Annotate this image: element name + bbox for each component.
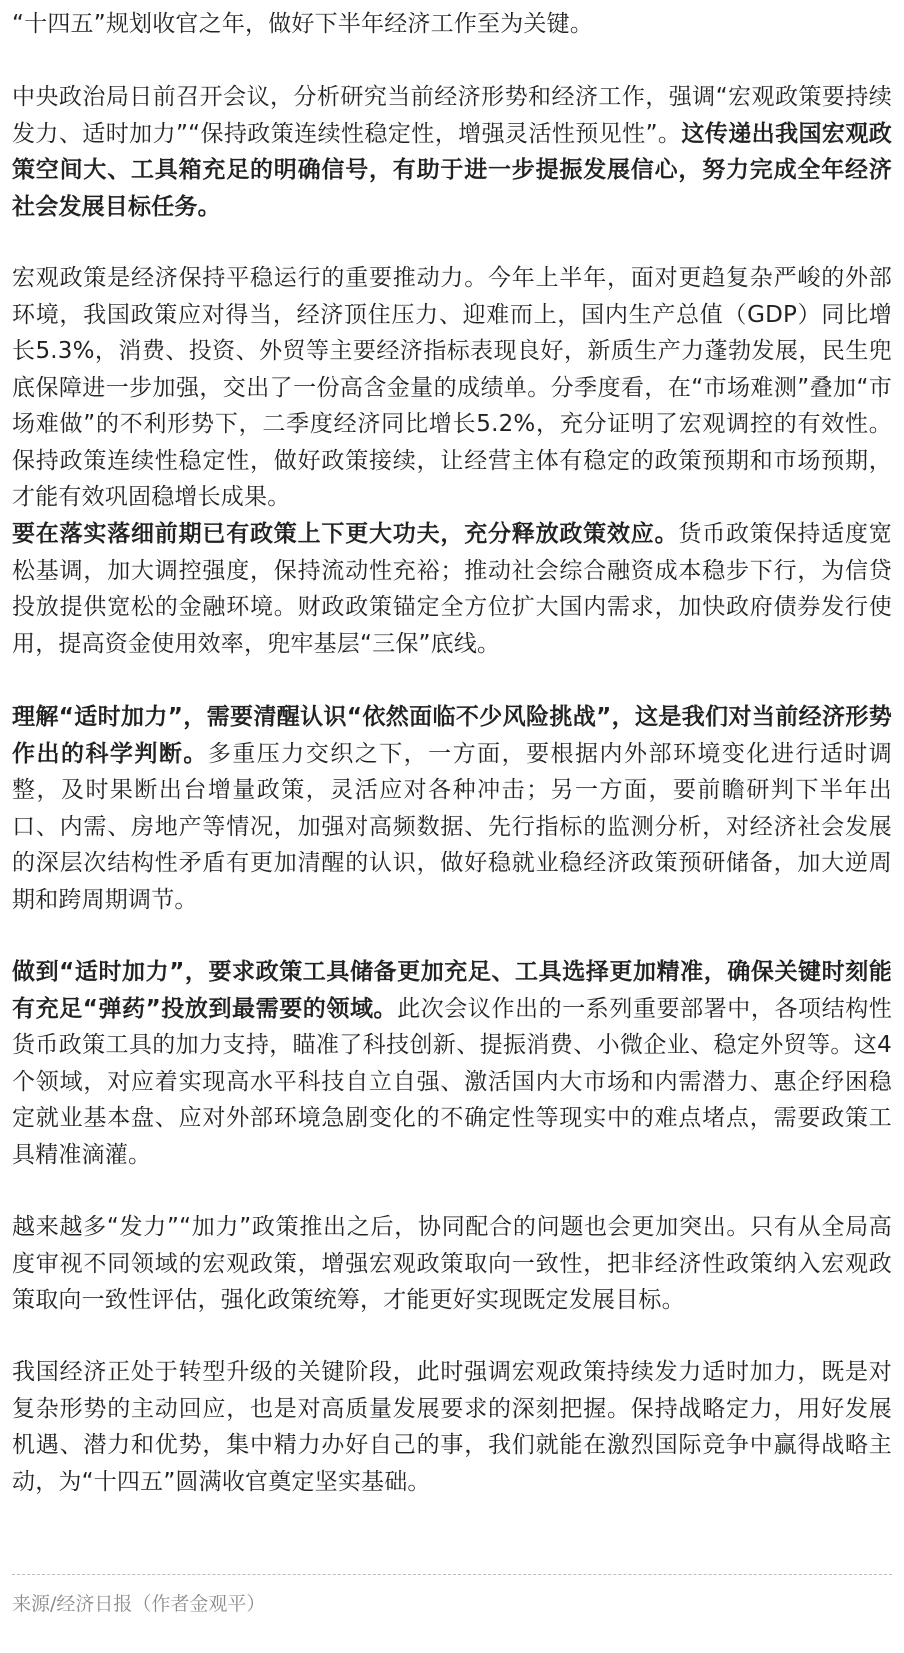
paragraph-text: 我国经济正处于转型升级的关键阶段，此时强调宏观政策持续发力适时加力，既是对复杂形势的主动回应，也是对高质量发展要求的深刻把握。保持战略定力，用好发展机遇、潜力和优势，集中精力办好自己的事，我们就能在激烈国际竞争中赢得战略主动，为“十四五”圆满收官奠定坚实基础。 (12, 1359, 892, 1495)
paragraph-emphasis: 要在落实落细前期已有政策上下更大功夫，充分释放政策效应。 (12, 521, 679, 547)
article-paragraph (12, 260, 892, 516)
paragraph-text: 此次会议作出的一系列重要部署中，各项结构性货币政策工具的加力支持，瞄准了科技创新、提振消费、小微企业、稳定外贸等。这4个领域，对应着实现高水平科技自立自强、激活国内大市场和内需潜力、惠企纾困稳定就业基本盘、应对外部环境急剧变化的不确定性等现实中的难点堵点，需要政策工具精准滴灌。 (12, 995, 892, 1168)
article-source: 来源/经济日报（作者金观平） (12, 1593, 266, 1615)
paragraph-text: 越来越多“发力”“加力”政策推出之后，协同配合的问题也会更加突出。只有从全局高度审视不同领域的宏观政策，增强宏观政策取向一致性，把非经济性政策纳入宏观政策取向一致性评估，强化政策统筹，才能更好实现既定发展目标。 (12, 1214, 892, 1313)
paragraph-text: 宏观政策是经济保持平稳运行的重要推动力。今年上半年，面对更趋复杂严峻的外部环境，我国政策应对得当，经济顶住压力、迎难而上，国内生产总值（GDP）同比增长5.3%，消费、投资、外贸等主要经济指标表现良好，新质生产力蓬勃发展，民生兜底保障进一步加强，交出了一份高含金量的成绩单。分季度看，在“市场难测”叠加“市场难做”的不利形势下，二季度经济同比增长5.2%，充分证明了宏观调控的有效性。保持政策连续性稳定性，做好政策接续，让经营主体有稳定的政策预期和市场预期，才能有效巩固稳增长成果。 (12, 265, 892, 510)
paragraph-text: “十四五”规划收官之年，做好下半年经济工作至为关键。 (12, 11, 594, 37)
source-divider (12, 1574, 892, 1575)
article-paragraph (12, 6, 593, 43)
paragraph-emphasis: 这传递出我国宏观政策空间大、工具箱充足的明确信号，有助于进一步提振发展信心，努力完成全年经济社会发展目标任务。 (12, 120, 892, 220)
paragraph-text: 货币政策保持适度宽松基调，加大调控强度，保持流动性充裕；推动社会综合融资成本稳步下行，为信贷投放提供宽松的金融环境。财政政策锚定全方位扩大国内需求，加快政府债券发行使用，提高资金使用效率，兜牢基层“三保”底线。 (12, 521, 892, 657)
paragraph-emphasis: 做到“适时加力”，要求政策工具储备更加充足、工具选择更加精准，确保关键时刻能有充足“弹药”投放到最需要的领域。 (12, 959, 892, 1022)
article-paragraph (12, 79, 892, 225)
article-paragraph (12, 954, 892, 1173)
article-paragraph (12, 1354, 892, 1500)
paragraph-text: 中央政治局日前召开会议，分析研究当前经济形势和经济工作，强调“宏观政策要持续发力、适时加力”“保持政策连续性稳定性，增强灵活性预见性”。 (12, 84, 892, 147)
paragraph-emphasis: 理解“适时加力”，需要清醒认识“依然面临不少风险挑战”，这是我们对当前经济形势作出的科学判断。 (12, 704, 892, 767)
article-paragraph (12, 1209, 892, 1319)
paragraph-text: 多重压力交织之下，一方面，要根据内外部环境变化进行适时调整，及时果断出台增量政策，灵活应对各种冲击；另一方面，要前瞻研判下半年出口、内需、房地产等情况，加强对高频数据、先行指标的监测分析，对经济社会发展的深层次结构性矛盾有更加清醒的认识，做好稳就业稳经济政策预研储备，加大逆周期和跨周期调节。 (12, 740, 892, 913)
article-paragraph (12, 516, 892, 662)
article-paragraph (12, 699, 892, 918)
